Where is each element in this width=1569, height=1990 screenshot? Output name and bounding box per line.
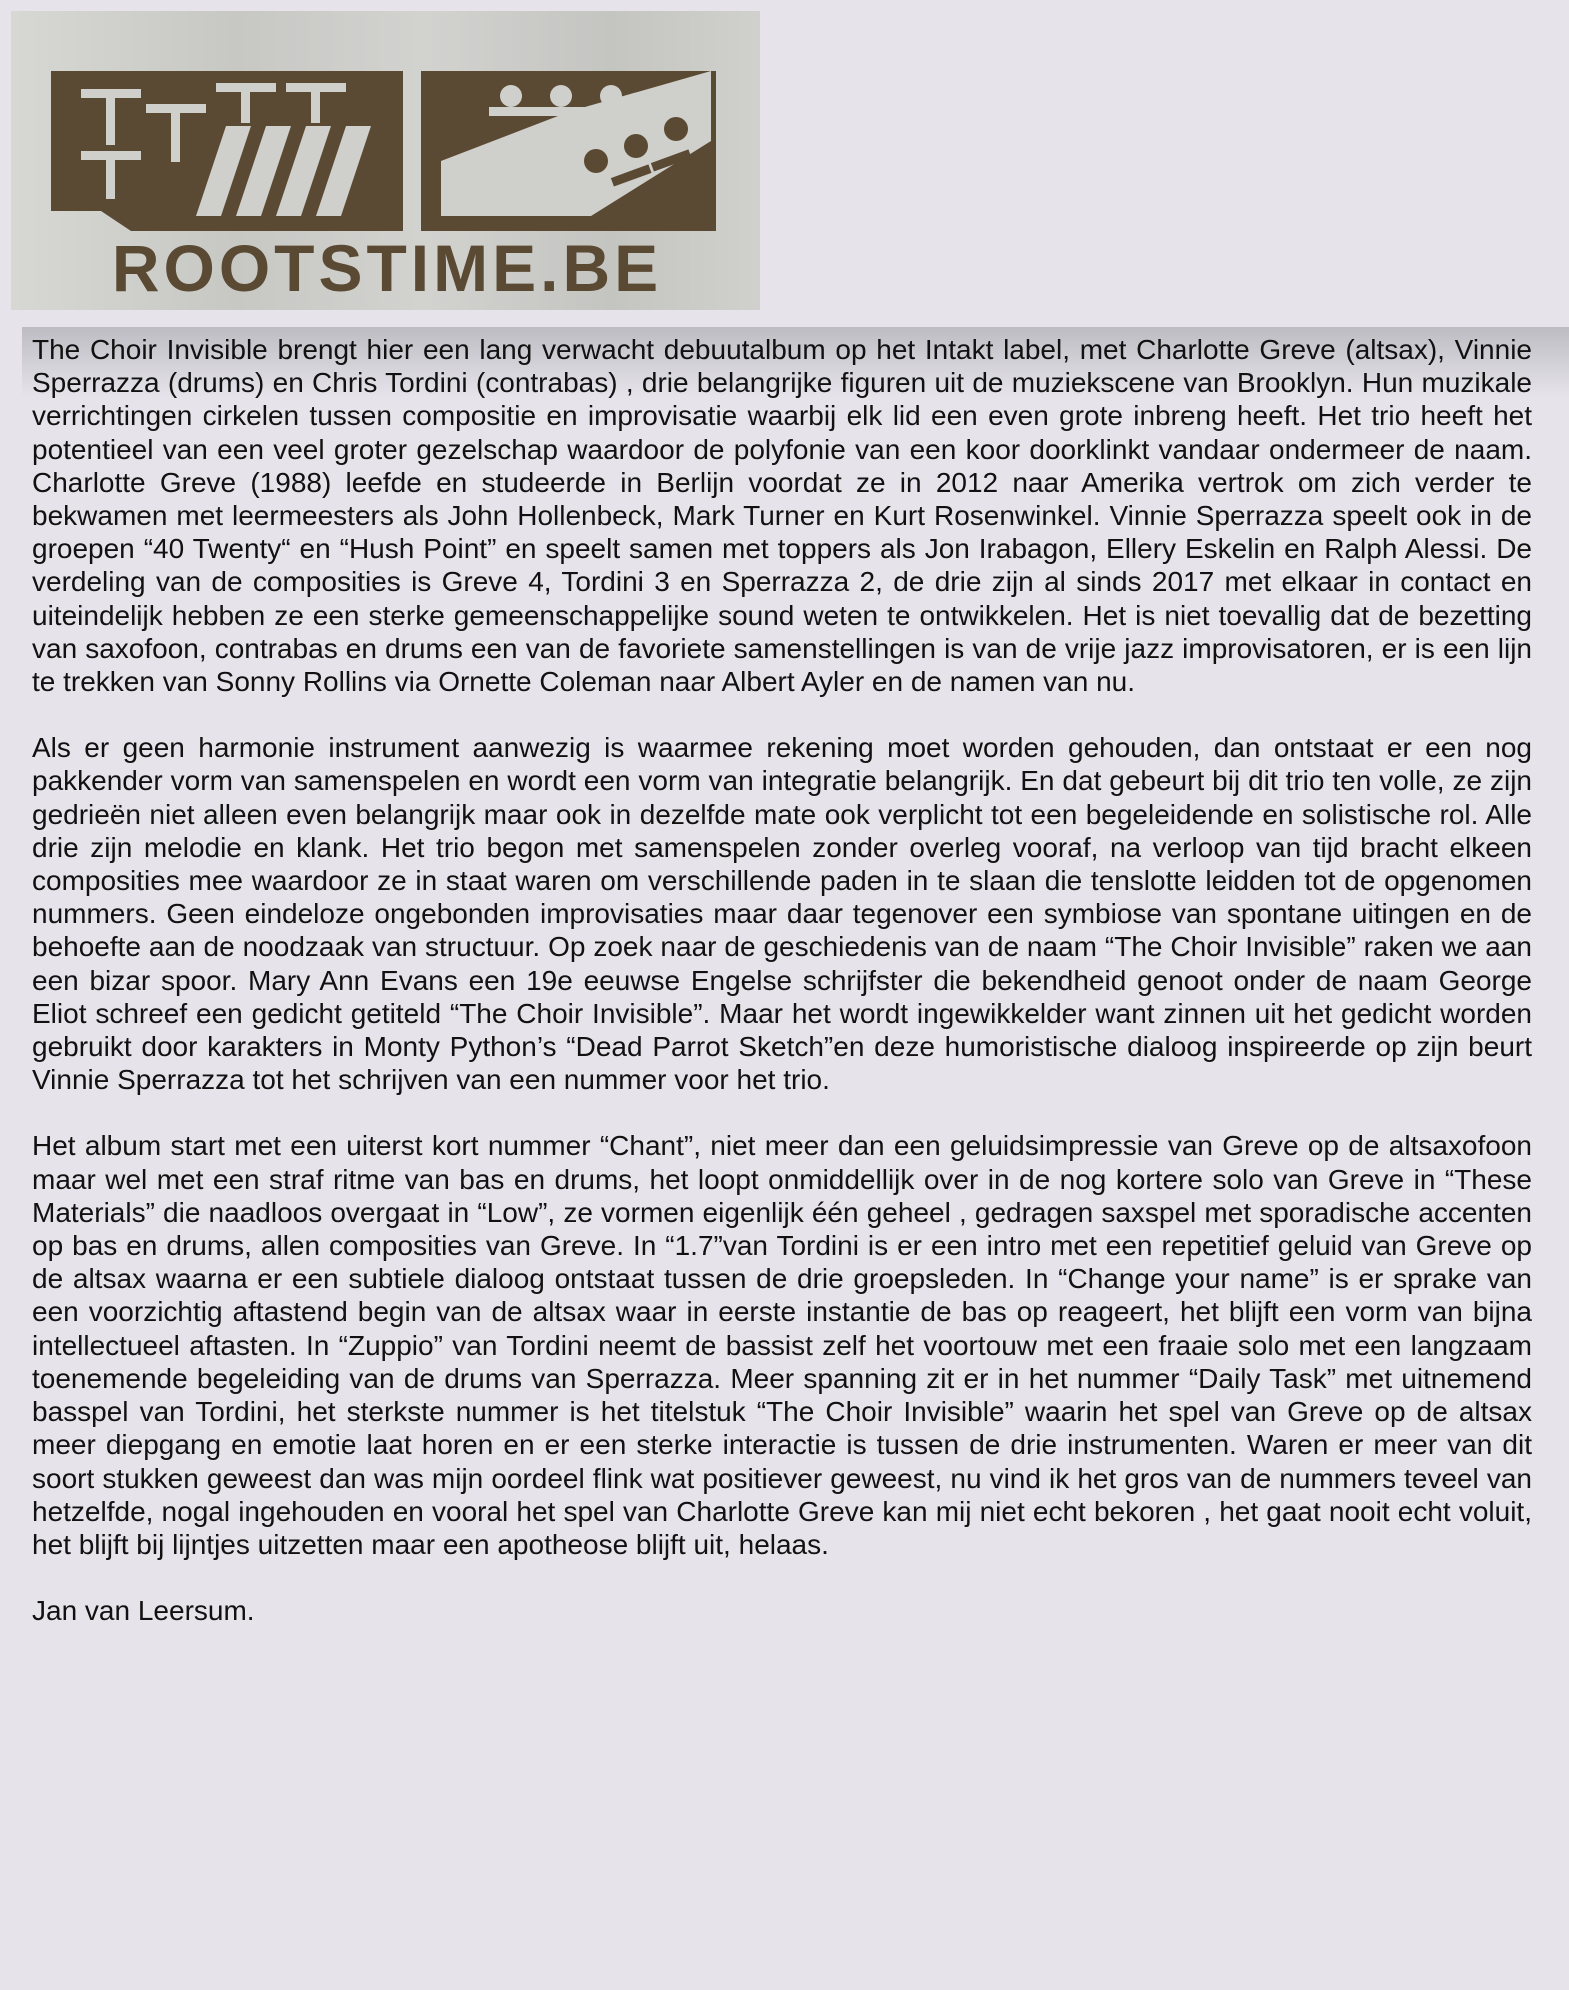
article-paragraph-2: Als er geen harmonie instrument aanwezig is waarmee rekening moet worden gehouden, dan ontstaat er een nog pakkender vorm van samenspelen en wordt een vorm van integratie belangrijk. En dat gebeurt bij dit trio ten volle, ze zijn gedrieën niet alleen even belangrijk maar ook in dezelfde mate ook verplicht tot een begeleidende en solistische rol. Alle drie zijn melodie en klank. Het trio begon met samenspelen zonder overleg vooraf, na verloop van tijd bracht elkeen composities mee waardoor ze in staat waren om verschillende paden in te slaan die tenslotte leidden tot de opgenomen nummers. Geen eindeloze ongebonden improvisaties maar daar tegenover een symbiose van spontane uitingen en de behoefte aan de noodzaak van structuur. Op zoek naar de geschiedenis van de naam “The Choir Invisible” raken we aan een bizar spoor. Mary Ann Evans een 19e eeuwse Engelse schrijfster die bekendheid genoot onder de naam George Eliot schreef een gedicht getiteld “The Choir Invisible”. Maar het wordt ingewikkelder want zinnen uit het gedicht worden gebruikt door karakters in Monty Python’s “Dead Parrot Sketch”en deze humoristische dialoog inspireerde op zijn beurt Vinnie Sperrazza tot het schrijven van een nummer voor het trio.	[32, 732, 1532, 1096]
rootstime-logo	[11, 11, 760, 310]
logo-text: ROOTSTIME.BE	[111, 231, 663, 305]
article-paragraph-3: Het album start met een uiterst kort nummer “Chant”, niet meer dan een geluidsimpressie van Greve op de altsaxofoon maar wel met een straf ritme van bas en drums, het loopt onmiddellijk over in de nog kortere solo van Greve in “These Materials” die naadloos overgaat in “Low”, ze vormen eigenlijk één geheel , gedragen saxspel met sporadische accenten op bas en drums, allen composities van Greve. In “1.7”van Tordini is er een intro met een repetitief geluid van Greve op de altsax waarna er een subtiele dialoog ontstaat tussen de drie groepsleden. In “Change your name” is er sprake van een voorzichtig aftastend begin van de altsax waar in eerste instantie de bas op reageert, het blijft een vorm van bijna intellectueel aftasten. In “Zuppio” van Tordini neemt de bassist zelf het voortouw met een fraaie solo met een langzaam toenemende begeleiding van de drums van Sperrazza. Meer spanning zit er in het nummer “Daily Task” met uitnemend basspel van Tordini, het sterkste nummer is het titelstuk “The Choir Invisible” waarin het spel van Greve op de altsax meer diepgang en emotie laat horen en er een sterke interactie is tussen de drie instrumenten. Waren er meer van dit soort stukken geweest dan was mijn oordeel flink wat positiever geweest, nu vind ik het gros van de nummers teveel van hetzelfde, nogal ingehouden en vooral het spel van Charlotte Greve kan mij niet echt bekoren , het gaat nooit echt voluit, het blijft bij lijntjes uitzetten maar een apotheose blijft uit, helaas.	[32, 1130, 1532, 1560]
author-signature: Jan van Leersum.	[32, 1595, 255, 1627]
review-article	[32, 333, 1532, 1627]
article-paragraph-1: The Choir Invisible brengt hier een lang verwacht debuutalbum op het Intakt label, met Charlotte Greve (altsax), Vinnie Sperrazza (drums) en Chris Tordini (contrabas) , drie belangrijke figuren uit de muziekscene van Brooklyn. Hun muzikale verrichtingen cirkelen tussen compositie en improvisatie waarbij elk lid een even grote inbreng heeft. Het trio heeft het potentieel van een veel groter gezelschap waardoor de polyfonie van een koor doorklinkt vandaar ondermeer de naam. Charlotte Greve (1988) leefde en studeerde in Berlijn voordat ze in 2012 naar Amerika vertrok om zich verder te bekwamen met leermeesters als John Hollenbeck, Mark Turner en Kurt Rosenwinkel. Vinnie Sperrazza speelt ook in de groepen “40 Twenty“ en “Hush Point” en speelt samen met toppers als Jon Irabagon, Ellery Eskelin en Ralph Alessi. De verdeling van de composities is Greve 4, Tordini 3 en Sperrazza 2, de drie zijn al sinds 2017 met elkaar in contact en uiteindelijk hebben ze een sterke gemeenschappelijke sound weten te ontwikkelen. Het is niet toevallig dat de bezetting van saxofoon, contrabas en drums een van de favoriete samenstellingen is van de vrije jazz improvisatoren, er is een lijn te trekken van Sonny Rollins via Ornette Coleman naar Albert Ayler en de namen van nu.	[32, 334, 1532, 698]
saxophone-piano-logo-panel	[51, 71, 403, 231]
guitar-tuners-logo-panel	[421, 71, 716, 231]
logo-graphic	[11, 11, 760, 310]
